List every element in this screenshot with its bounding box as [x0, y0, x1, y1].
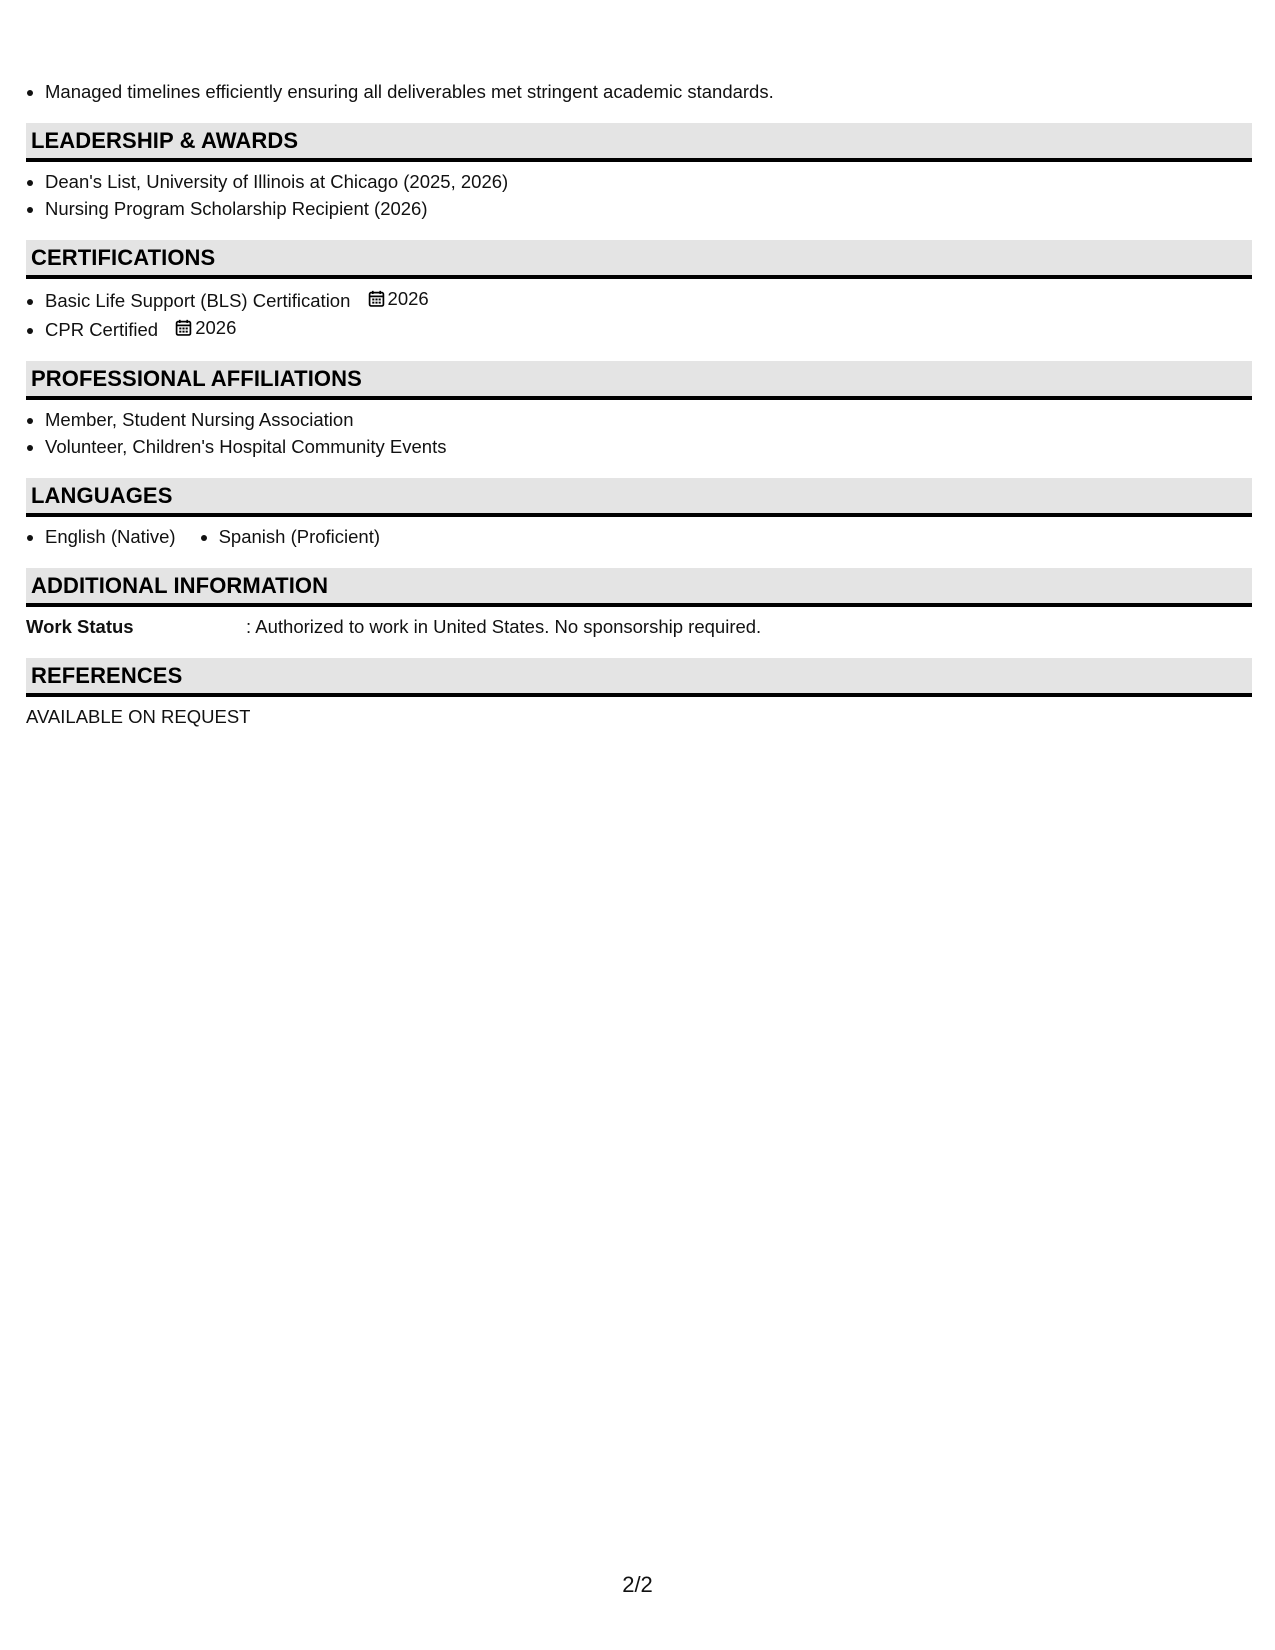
section-header-references: REFERENCES — [26, 658, 1252, 697]
leadership-list — [26, 168, 1252, 222]
work-status-value: : Authorized to work in United States. No sponsorship required. — [246, 616, 762, 637]
certification-year: 2026 — [195, 317, 237, 338]
spacer — [26, 343, 1252, 361]
spacer — [26, 640, 1252, 658]
list-item: • Spanish (Proficient) — [219, 523, 380, 550]
experience-continued-list — [26, 78, 1252, 105]
section-header-certifications: CERTIFICATIONS — [26, 240, 1252, 279]
certification-date — [368, 285, 429, 312]
section-header-additional-information: ADDITIONAL INFORMATION — [26, 568, 1252, 607]
spacer — [26, 222, 1252, 240]
certification-name: Basic Life Support (BLS) Certification — [45, 290, 351, 311]
section-header-languages: LANGUAGES — [26, 478, 1252, 517]
list-item — [45, 314, 1252, 343]
calendar-icon — [175, 319, 192, 336]
certification-date — [175, 314, 236, 341]
section-header-affiliations: PROFESSIONAL AFFILIATIONS — [26, 361, 1252, 400]
work-status-label: Work Status — [26, 616, 134, 637]
list-item: • Volunteer, Children's Hospital Community Events — [45, 433, 1252, 460]
list-item: • English (Native) — [45, 523, 176, 550]
list-item — [45, 285, 1252, 314]
section-header-leadership: LEADERSHIP & AWARDS — [26, 123, 1252, 162]
resume-page — [26, 78, 1252, 730]
calendar-icon — [368, 290, 385, 307]
list-item: • Nursing Program Scholarship Recipient (2026) — [45, 195, 1252, 222]
list-item: • Managed timelines efficiently ensuring all deliverables met stringent academic standards. — [45, 78, 1252, 105]
page-number: 2/2 — [622, 1572, 653, 1597]
work-status-row — [26, 613, 1252, 640]
affiliations-list — [26, 406, 1252, 460]
references-text: AVAILABLE ON REQUEST — [26, 706, 251, 727]
list-item: • Member, Student Nursing Association — [45, 406, 1252, 433]
spacer — [26, 105, 1252, 123]
spacer — [26, 550, 1252, 568]
languages-list — [26, 523, 1252, 550]
certification-name: CPR Certified — [45, 319, 159, 340]
certifications-list — [26, 285, 1252, 343]
certification-year: 2026 — [387, 288, 429, 309]
list-item: • Dean's List, University of Illinois at Chicago (2025, 2026) — [45, 168, 1252, 195]
spacer — [26, 460, 1252, 478]
